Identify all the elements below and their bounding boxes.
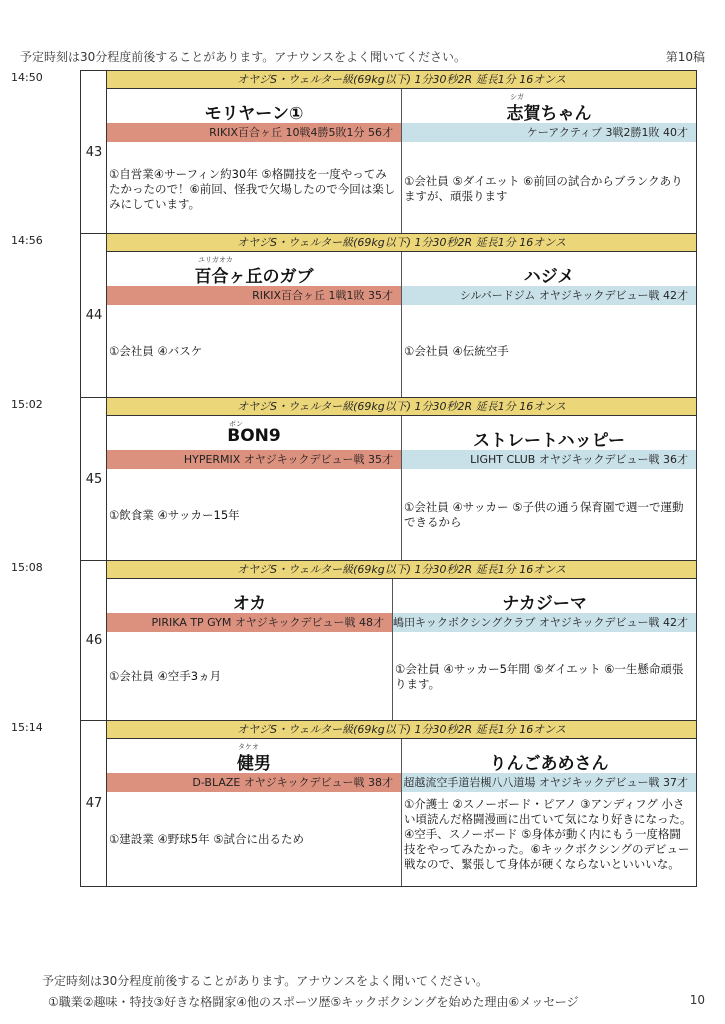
bout-row [11,561,696,721]
bout-number-cell [81,234,107,397]
fighter-profile: ①建設業 ④野球5年 ⑤試合に出るため [109,832,305,846]
bout-time: 14:56 [11,234,43,247]
fighter-info: RIKIX百合ヶ丘 10戦4勝5敗1分 56才 [107,123,401,142]
fighter-name: りんごあめさん [489,754,609,774]
bout-row [11,721,696,886]
bout-row [11,234,696,398]
blue-corner [393,579,696,720]
fighter-profile: ①会社員 ⑤ダイエット ⑥前回の試合からブランクありますが、頑張ります [404,174,683,203]
fighter-info: RIKIX百合ヶ丘 1戦1敗 35才 [107,286,401,305]
blue-corner [402,739,696,886]
bout-number: 45 [85,472,103,487]
fighter-profile: ①会社員 ④バスケ [109,344,203,358]
bout-content [107,71,696,233]
red-corner [107,252,402,397]
fighter-ruby: シガ [510,93,524,101]
fighter-info: HYPERMIX オヤジキックデビュー戦 35才 [107,450,401,469]
bout-content [107,721,696,886]
fighter-name: ハジメ [523,267,575,287]
bout-number-cell [81,721,107,886]
fighter-profile: ①飲食業 ④サッカー15年 [109,508,240,522]
fighter-name: ストレートハッピー [473,431,625,451]
fighter-ruby: ボン [229,420,243,428]
blue-corner [402,252,696,397]
fighter-profile: ①会社員 ④サッカー ⑤子供の通う保育園で週一で運動できるから [404,500,684,529]
fighter-name: 健男 [237,754,271,774]
fighter-profile: ①会社員 ④空手3ヵ月 [109,669,222,683]
fighter-name: 百合ヶ丘のガブ [194,267,314,287]
weight-class-bar: オヤジS・ウェルター級(69kg以下) 1分30秒2R 延長1分 16オンス [107,561,696,579]
header-note: 予定時刻は30分程度前後することがあります。アナウンスをよく聞いてください。 [20,50,466,64]
fighter-info: PIRIKA TP GYM オヤジキックデビュー戦 48才 [107,613,392,632]
footer-legend: ①職業②趣味・特技③好きな格闘家④他のスポーツ歴⑤キックボクシングを始めた理由⑥メッセージ [48,995,579,1009]
fighter-name: オカ [232,594,267,614]
fighter-info: 超越流空手道岩槻八八道場 オヤジキックデビュー戦 37才 [402,773,696,792]
fighter-ruby: ユリガオカ [198,256,233,264]
bout-time: 15:08 [11,561,43,574]
red-corner [107,89,402,233]
bout-time: 14:50 [11,71,43,84]
bout-table [11,70,697,887]
fighter-ruby: タケオ [238,743,259,751]
fighter-name: 志賀ちゃん [506,104,592,124]
draft-number: 第10稿 [665,50,705,64]
bout-content [107,234,696,397]
weight-class-bar: オヤジS・ウェルター級(69kg以下) 1分30秒2R 延長1分 16オンス [107,721,696,739]
bout-row [11,71,696,234]
bout-number: 47 [85,796,103,811]
bout-content [107,561,696,720]
bout-number: 44 [85,308,103,323]
fighter-profile: ①会社員 ④伝統空手 [404,344,509,358]
bout-number-cell [81,561,107,720]
blue-corner [402,416,696,560]
fighter-profile: ①介護士 ②スノーボード・ピアノ ③アンディフグ 小さい頃読んだ格闘漫画に出ていて気になり好きになった。④空手、スノーボード ⑤身体が動く内にもう一度格闘技をやってみたかった。⑥キックボクシングのデビュー戦なので、緊張して身体が硬くならないといいいな。 [404,797,692,871]
red-corner [107,416,402,560]
bout-number-cell [81,398,107,560]
fighter-info: シルバードジム オヤジキックデビュー戦 42才 [402,286,696,305]
bout-number: 46 [85,633,103,648]
bout-content [107,398,696,560]
red-corner [107,739,402,886]
fighter-info: 嶋田キックボクシングクラブ オヤジキックデビュー戦 42才 [393,613,696,632]
fighter-name: モリヤーン① [204,104,304,124]
weight-class-bar: オヤジS・ウェルター級(69kg以下) 1分30秒2R 延長1分 16オンス [107,234,696,252]
fighter-info: LIGHT CLUB オヤジキックデビュー戦 36才 [402,450,696,469]
weight-class-bar: オヤジS・ウェルター級(69kg以下) 1分30秒2R 延長1分 16オンス [107,71,696,89]
blue-corner [402,89,696,233]
fighter-profile: ①会社員 ④サッカー5年間 ⑤ダイエット ⑥一生懸命頑張ります。 [395,662,684,691]
fighter-profile: ①自営業④サーフィン約30年 ⑤格闘技を一度やってみたかったので！⑥前回、怪我で欠場したので今回は楽しみにしています。 [109,167,396,211]
bout-number: 43 [85,145,103,160]
fighter-name: ナカジーマ [502,594,587,614]
fighter-info: ケーアクティブ 3戦2勝1敗 40才 [402,123,696,142]
fighter-info: D-BLAZE オヤジキックデビュー戦 38才 [107,773,401,792]
red-corner [107,579,393,720]
fighter-name: BON9 [227,426,281,446]
bout-row [11,398,696,561]
bout-time: 15:14 [11,721,43,734]
page-number: 10 [689,993,705,1007]
weight-class-bar: オヤジS・ウェルター級(69kg以下) 1分30秒2R 延長1分 16オンス [107,398,696,416]
footer-note: 予定時刻は30分程度前後することがあります。アナウンスをよく聞いてください。 [42,974,488,988]
bout-number-cell [81,71,107,233]
bout-time: 15:02 [11,398,43,411]
